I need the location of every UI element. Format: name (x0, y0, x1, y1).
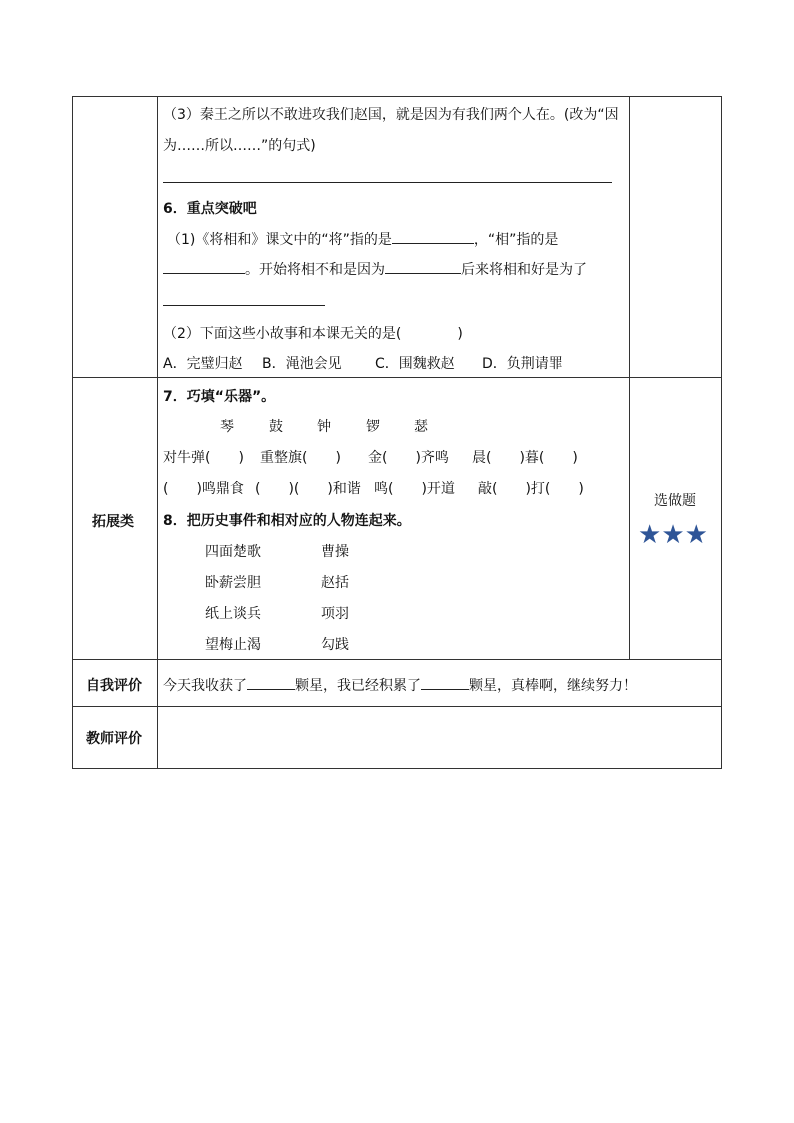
star-icon: ★ (684, 520, 708, 550)
s6-q1-text-d: 后来将相和好是为了 (461, 262, 587, 278)
person-2[interactable]: 赵括 (321, 575, 349, 591)
instrument-qin: 琴 (220, 419, 234, 435)
section-6-title: 6．重点突破吧 (163, 201, 257, 217)
blank-purpose[interactable] (163, 305, 325, 306)
star-icon: ★ (661, 520, 685, 550)
blank-jiang[interactable] (392, 229, 474, 244)
star-icon: ★ (638, 520, 662, 550)
event-4[interactable]: 望梅止渴 (205, 637, 261, 653)
question-3-line-2: 为……所以……”的句式) (163, 138, 316, 154)
answer-line-q3[interactable] (163, 182, 612, 183)
question-3-line-1: （3）秦王之所以不敢进攻我们赵国，就是因为有我们两个人在。(改为“因 (163, 107, 619, 123)
fill-chongzhengqi[interactable]: 重整旗( ) (260, 450, 341, 466)
s6-q1-text-b: ，“相”指的是 (473, 232, 559, 248)
fill-qiaoda[interactable]: 敲( )打( ) (478, 481, 584, 497)
blank-stars-today[interactable] (247, 675, 295, 690)
label-teacher-eval: 教师评价 (86, 731, 142, 747)
section-6-q2: （2）下面这些小故事和本课无关的是( ) (163, 326, 463, 342)
instrument-gu: 鼓 (269, 419, 283, 435)
fill-hexie[interactable]: ( )( )和谐 (255, 481, 361, 497)
teacher-eval-area[interactable] (159, 708, 719, 766)
table-border-left (72, 96, 73, 769)
star-rating (638, 522, 708, 548)
self-eval-text-3: 颗星，真棒啊，继续努力！ (469, 678, 637, 694)
event-1[interactable]: 四面楚歌 (205, 544, 261, 560)
instrument-se: 瑟 (414, 419, 428, 435)
blank-xiang[interactable] (163, 259, 245, 274)
section-8-title: 8．把历史事件和相对应的人物连起来。 (163, 513, 411, 529)
label-self-eval: 自我评价 (86, 678, 142, 694)
person-1[interactable]: 曹操 (321, 544, 349, 560)
row-divider-2 (72, 659, 722, 660)
option-b[interactable]: B．渑池会见 (262, 356, 342, 372)
section-6-q1-line-1 (167, 229, 558, 249)
row-divider-3 (72, 706, 722, 707)
self-eval-text-1: 今天我收获了 (163, 678, 247, 694)
label-column-divider (157, 96, 158, 769)
person-3[interactable]: 项羽 (321, 606, 349, 622)
section-6-q1-line-2 (163, 259, 587, 279)
s6-q1-text-c: 。开始将相不和是因为 (245, 262, 385, 278)
fill-jinqiming[interactable]: 金( )齐鸣 (368, 450, 449, 466)
self-eval-sentence (163, 675, 637, 695)
person-4[interactable]: 勾践 (321, 637, 349, 653)
event-2[interactable]: 卧薪尝胆 (205, 575, 261, 591)
blank-stars-total[interactable] (421, 675, 469, 690)
s6-q1-text-a: （1)《将相和》课文中的“将”指的是 (167, 232, 392, 248)
optional-label: 选做题 (654, 493, 696, 509)
row-divider-1 (72, 377, 722, 378)
fill-chenmu[interactable]: 晨( )暮( ) (472, 450, 578, 466)
option-d[interactable]: D．负荆请罪 (482, 356, 563, 372)
table-border-top (72, 96, 722, 97)
table-border-bottom (72, 768, 722, 769)
event-3[interactable]: 纸上谈兵 (205, 606, 261, 622)
fill-mingdingshi[interactable]: ( )鸣鼎食 (163, 481, 244, 497)
section-7-title: 7．巧填“乐器”。 (163, 389, 276, 405)
blank-reason[interactable] (385, 259, 461, 274)
table-border-right (721, 96, 722, 769)
label-expand: 拓展类 (92, 514, 134, 530)
right-column-divider (629, 96, 630, 660)
instrument-luo: 锣 (366, 419, 380, 435)
option-a[interactable]: A．完璧归赵 (163, 356, 243, 372)
option-c[interactable]: C．围魏救赵 (375, 356, 455, 372)
fill-mingkaidao[interactable]: 鸣( )开道 (374, 481, 455, 497)
self-eval-text-2: 颗星，我已经积累了 (295, 678, 421, 694)
instrument-zhong: 钟 (317, 419, 331, 435)
fill-duiniutan[interactable]: 对牛弹( ) (163, 450, 244, 466)
